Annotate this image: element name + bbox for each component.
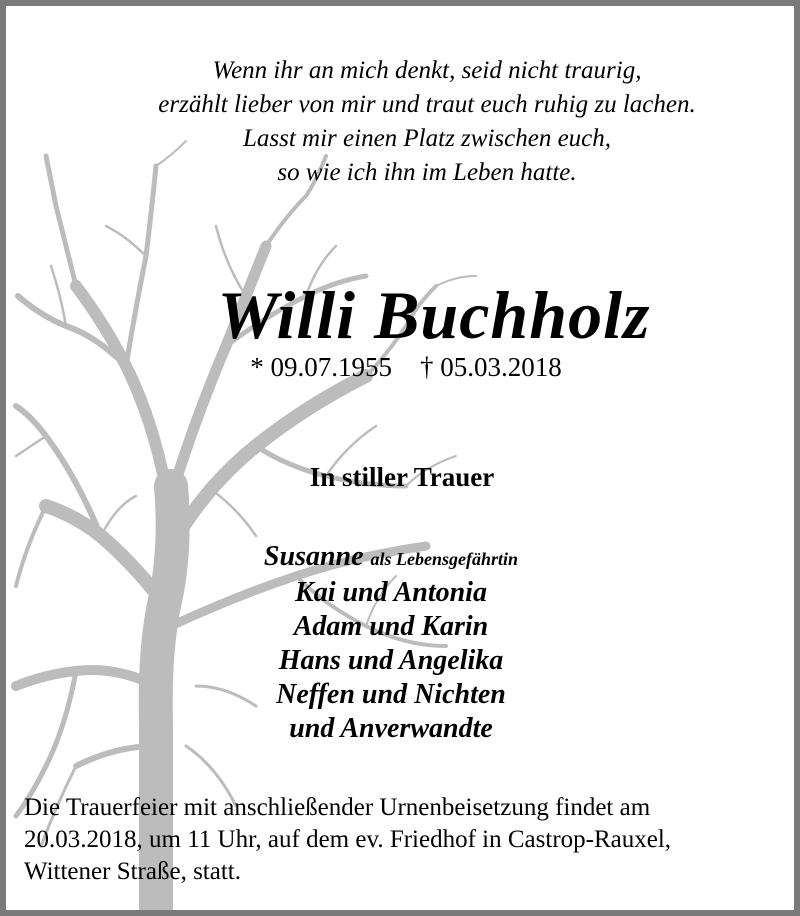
service-line: Die Trauerfeier mit anschließender Urnenbeisetzung findet am (24, 794, 651, 821)
family-member: Hans und Angelika (278, 645, 504, 676)
partner-role: als Lebensgefährtin (370, 549, 519, 569)
family-member-partner (0, 540, 800, 576)
service-line: Wittener Straße, statt. (24, 858, 241, 885)
family-member: Neffen und Nichten (276, 679, 506, 710)
family-list (6, 540, 800, 746)
birth-date: * 09.07.1955 (250, 352, 392, 382)
poem-line: Wenn ihr an mich denkt, seid nicht traurig, (212, 57, 642, 84)
deceased-name: Willi Buchholz (217, 277, 651, 353)
family-member: und Anverwandte (289, 713, 493, 744)
poem-line: so wie ich ihn im Leben hatte. (277, 159, 577, 186)
family-member: Adam und Karin (293, 611, 489, 642)
partner-name: Susanne (263, 541, 364, 572)
service-line: 20.03.2018, um 11 Uhr, auf dem ev. Friedhof in Castrop-Rauxel, (24, 826, 672, 853)
poem (6, 54, 794, 190)
life-dates (6, 352, 800, 383)
death-date: † 05.03.2018 (420, 352, 562, 382)
service-announcement (24, 792, 794, 888)
family-member: Kai und Antonia (295, 577, 487, 608)
poem-line: erzählt lieber von mir und traut euch ruhig zu lachen. (158, 91, 696, 118)
mourning-heading: In stiller Trauer (309, 462, 495, 492)
poem-line: Lasst mir einen Platz zwischen euch, (242, 125, 612, 152)
